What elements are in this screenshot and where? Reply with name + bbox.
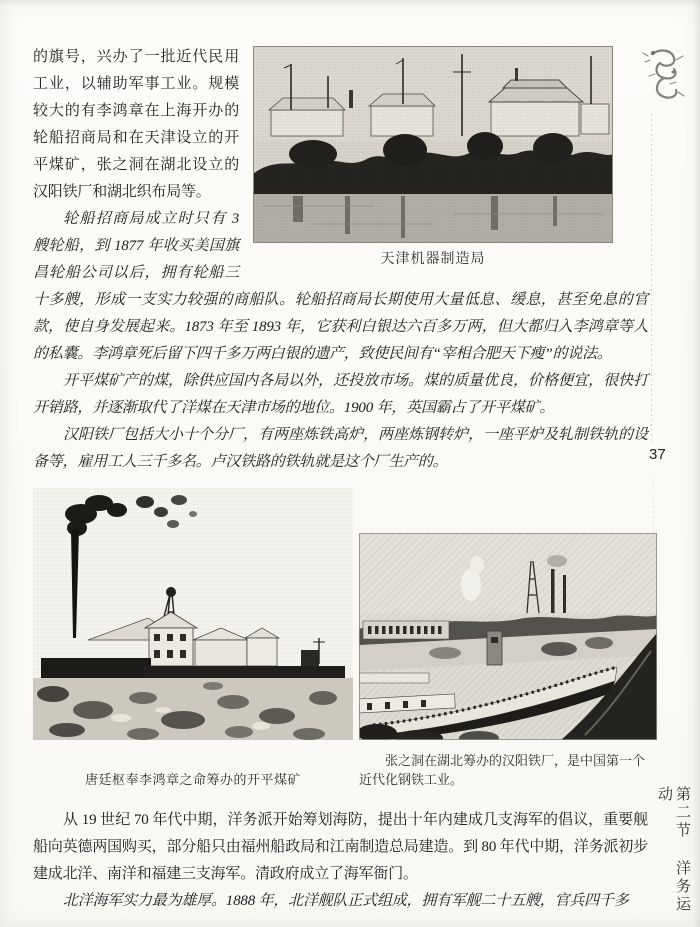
photo-kaiping-coal-mine [33,488,353,740]
paragraph-kaiping-coal: 开平煤矿产的煤，除供应国内各局以外，还投放市场。煤的质量优良，价格便宜，很快打开销路，并逐渐取代了洋煤在天津市场的地位。1900 年，英国霸占了开平煤矿。 [33,373,648,416]
photo-hanyang-iron-works [359,533,657,740]
caption-hanyang: 张之洞在湖北筹办的汉阳铁厂，是中国第一个近代化钢铁工业。 [359,753,646,787]
paragraph-beiyang-navy: 北洋海军实力最为雄厚。1888 年，北洋舰队正式组成，拥有军舰二十五艘，官兵四千多 [63,893,629,909]
caption-kaiping: 唐廷枢奉李鸿章之命筹办的开平煤矿 [84,772,301,787]
margin-rule-upper [651,114,652,442]
figure-kaiping-coal-mine [33,488,353,740]
page-number: 37 [649,446,666,463]
side-tab [655,786,691,927]
page-edge-shadow-top [0,0,700,6]
side-tab-section: 第二节 [674,786,691,840]
caption-tianjin: 天津机器制造局 [380,252,486,267]
figure-hanyang-iron-works [359,533,659,740]
paragraph-navy-plan: 从 19 世纪 70 年代中期，洋务派开始筹划海防，提出十年内建成几支海军的倡议，重要舰船向英德两国购买，部分船只由福州船政局和江南制造总局建造。到 80 年代中期，洋务派初步建成北洋、南洋和福建三支海军。清政府成立了海军衙门。 [33,812,648,882]
photo-tianjin-machine-bureau [253,46,613,243]
paragraph-hanyang-ironworks: 汉阳铁厂包括大小十个分厂，有两座炼铁高炉，两座炼钢转炉，一座平炉及轧制铁轨的设备等，雇用工人三千多名。卢汉铁路的铁轨就是这个厂生产的。 [33,427,648,470]
figure-tianjin-machine-bureau [253,46,613,269]
page-content [33,44,648,915]
photo-row [33,488,659,789]
paragraph-shipping-merchants: 轮船招商局成立时只有 3 艘轮船，到 1877 年收买美国旗昌轮船公司以后，拥有轮船三十多艘，形成一支实力较强的商船队。轮船招商局长期使用大量低息、缓息，甚至免息的官款，使自身发展起来。1873 年至 1893 年，它获利白银达六百多万两，但大都归入李鸿章等人的私囊。李鸿章死后留下四千多万两白银的遗产，致使民间有“宰相合肥天下瘦”的说法。 [33,211,648,362]
paragraph-continuation: 的旗号，兴办了一批近代民用工业，以辅助军事工业。规模较大的有李鸿章在上海开办的轮船招商局和在天津设立的开平煤矿，张之洞在湖北设立的汉阳铁厂和湖北织布局等。 [33,49,239,200]
page-edge-shadow-right [693,0,700,927]
side-tab-title: 洋务运动 [656,786,691,914]
